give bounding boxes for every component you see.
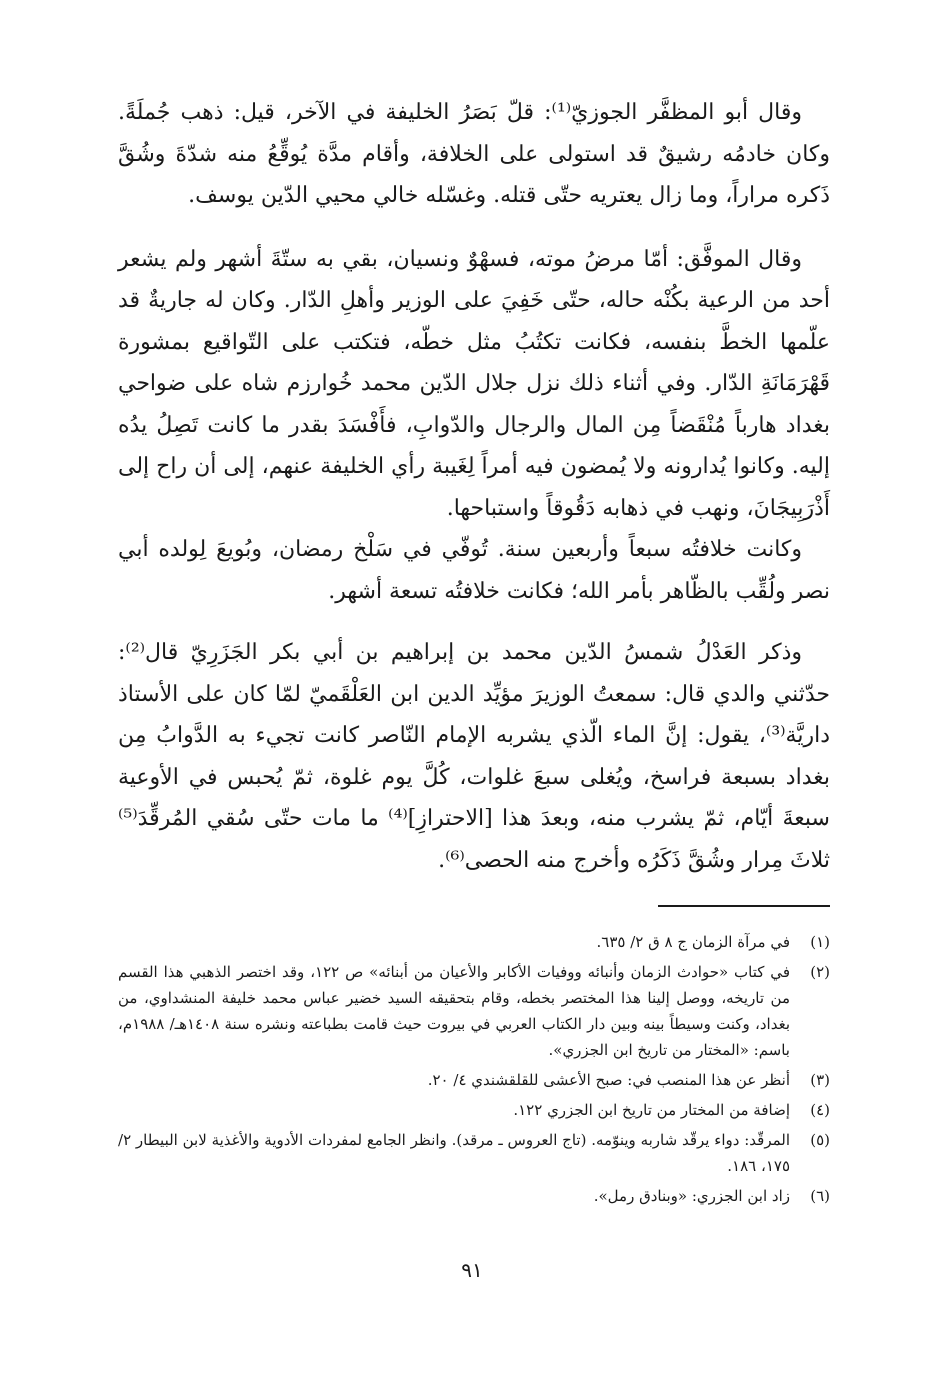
footnote-text: زاد ابن الجزري: «وبنادق رمل».	[593, 1187, 790, 1205]
footnote-4	[118, 1097, 830, 1123]
footnote-3	[118, 1067, 830, 1093]
footnote-2	[118, 959, 830, 1063]
paragraph-abu-muzaffar: وقال أبو المظفَّر الجوزيّ⁽¹⁾: قلّ بَصَرُ الخليفة في الآخر، قيل: ذهب جُملَةً. وكان خادمُه رشيقٌ قد استولى على الخلافة، وأقام مدَّة يُوقِّعُ منه شدّةَ وشُقَّ ذَكره مراراً، وما زال يعتريه حتّى قتله. وغسّله خالي محيي الدّين يوسف.	[118, 100, 830, 208]
footnote-text: إضافة من المختار من تاريخ ابن الجزري ١٢٢.	[513, 1101, 790, 1119]
footnote-text: في مرآة الزمان ج ٨ ق ٢/ ٦٣٥.	[596, 933, 790, 951]
footnotes	[118, 929, 830, 1209]
paragraph-jazari: وذكر العَدْلُ شمسُ الدّين محمد بن إبراهيم بن أبي بكر الجَزَرِيّ قال⁽²⁾: حدّثني والدي قال: سمعتُ الوزيرَ مؤيِّد الدين ابن العَلْقَميّ لمّا كان على الأستاذ داريَّة⁽³⁾، يقول: إنَّ الماء الّذي يشربه الإمام النّاصر كانت تجيء به الدَّوابُ مِن بغداد بسبعة فراسخ، ويُغلى سبعَ غلوات، كُلَّ يوم غلوة، ثمّ يُحبس في الأوعية سبعةَ أيّام، ثمّ يشرب منه، وبعدَ هذا [الاحترازِ]⁽⁴⁾ ما مات حتّى سُقي المُرقِّدَ⁽⁵⁾ ثلاثَ مِرار وشُقَّ ذَكَرُه وأخرج منه الحصى⁽⁶⁾.	[118, 640, 830, 873]
footnote-separator	[658, 905, 830, 907]
footnote-number: (٢)	[810, 963, 830, 981]
footnote-number: (٤)	[810, 1101, 830, 1119]
footnote-6	[118, 1183, 830, 1209]
footnote-number: (٥)	[810, 1131, 830, 1149]
page-number: ٩١	[461, 1258, 483, 1282]
footnote-text: في كتاب «حوادث الزمان وأنبائه ووفيات الأكابر والأعيان من أبنائه» ص ١٢٢، وقد اختصر الذهبي هذا القسم من تاريخه، ووصل إلينا هذا المختصر بخطه، وقام بتحقيقه السيد خضير عباس محمد خليفة المنشداوي، من بغداد، وكنت وسيطاً بينه وبين دار الكتاب العربي في بيروت حيث قامت بطباعته ونشره سنة ١٤٠٨هـ/ ١٩٨٨م، باسم: «المختار من تاريخ ابن الجزري».	[118, 963, 790, 1059]
footnote-number: (١)	[810, 933, 830, 951]
paragraph-muwaffaq: وقال الموفَّق: أمّا مرضُ موته، فسهْوٌ ونسيان، بقي به ستّةَ أشهر ولم يشعر أحد من الرعية بكُنْه حاله، حتّى خَفِيَ على الوزير وأهلِ الدّار. وكان له جاريةٌ قد علّمها الخطَّ بنفسه، فكانت تكتُبُ مثل خطّه، فتكتب على التّواقيع بمشورة قَهْرَمَانَةِ الدّار. وفي أثناء ذلك نزل جلال الدّين محمد خُوارزم شاه على ضواحي بغداد هارباً مُنْقَضاً مِن المال والرجال والدّوابِ، فأَفْسَدَ بقدر ما كانت تَصِلُ يدُه إليه. وكانوا يُدارونه ولا يُمضون فيه أمراً لِغَيبة رأي الخليفة عنهم، إلى أن راح إلى أَذْرَبِيجَانَ، ونهب في ذهابه دَقُوقاً واستباحها.	[118, 246, 830, 521]
paragraph-caliphate-duration: وكانت خلافتُه سبعاً وأربعين سنة. تُوفّي في سَلْخ رمضان، وبُويعَ لِولده أبي نصر ولُقِّب بالظّاهر بأمر الله؛ فكانت خلافتُه تسعة أشهر.	[118, 537, 830, 604]
footnote-number: (٦)	[810, 1187, 830, 1205]
footnote-text: المرقّد: دواء يرقّد شاربه وينوّمه. (تاج العروس ـ مرقد). وانظر الجامع لمفردات الأدوية والأغذية لابن البيطار ٢/ ١٧٥، ١٨٦.	[118, 1131, 790, 1175]
footnote-number: (٣)	[810, 1071, 830, 1089]
footnote-1	[118, 929, 830, 955]
document-page	[118, 92, 830, 1213]
footnote-5	[118, 1127, 830, 1179]
footnote-text: أنظر عن هذا المنصب في: صبح الأعشى للقلقشندي ٤/ ٢٠.	[427, 1071, 790, 1089]
